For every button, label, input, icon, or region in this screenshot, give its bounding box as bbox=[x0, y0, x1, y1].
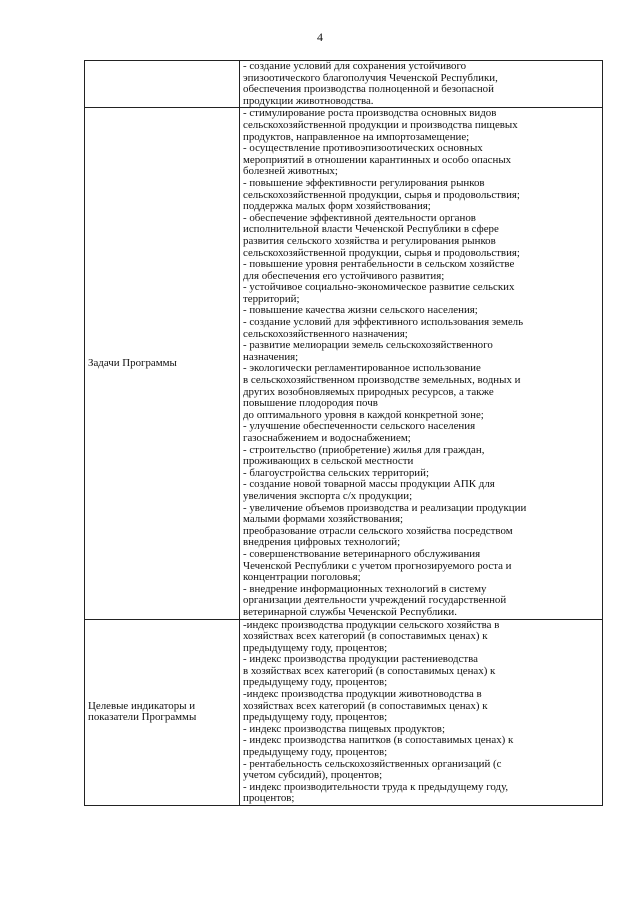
content-line: назначения; bbox=[243, 351, 299, 363]
content-line: сельскохозяйственного назначения; bbox=[243, 328, 408, 340]
content-line: до оптимального уровня в каждой конкретной зоне; bbox=[243, 409, 484, 421]
content-line: процентов; bbox=[243, 793, 295, 805]
content-line: - благоустройства сельских территорий; bbox=[243, 467, 429, 479]
content-line: - рентабельность сельскохозяйственных организаций (с bbox=[243, 758, 502, 770]
content-line: - внедрение информационных технологий в систему bbox=[243, 583, 487, 595]
content-line: преобразование отрасли сельского хозяйства посредством bbox=[243, 525, 513, 537]
content-line: внедрения цифровых технологий; bbox=[243, 537, 401, 549]
page-number: 4 bbox=[317, 30, 323, 44]
content-line: Чеченской Республики с учетом прогнозируемого роста и bbox=[243, 560, 512, 572]
content-line: в сельскохозяйственном производстве земельных, водных и bbox=[243, 375, 521, 387]
content-line: сельскохозяйственной продукции и производства пищевых bbox=[243, 119, 518, 131]
table-row bbox=[85, 61, 603, 108]
content-line: проживающих в сельской местности bbox=[243, 456, 414, 468]
content-line: - создание новой товарной массы продукции АПК для bbox=[243, 479, 495, 491]
row-content bbox=[240, 108, 603, 619]
content-line: хозяйствах всех категорий (в сопоставимых ценах) к bbox=[243, 700, 488, 712]
content-line: - повышение качества жизни сельского населения; bbox=[243, 305, 478, 317]
content-line: сельскохозяйственной продукции, сырья и продовольствия; bbox=[243, 247, 520, 259]
content-line: мероприятий в отношении карантинных и особо опасных bbox=[243, 154, 512, 166]
row-label: Задачи Программы bbox=[85, 108, 240, 619]
content-line: организации деятельности учреждений государственной bbox=[243, 595, 507, 607]
table-row bbox=[85, 619, 603, 806]
content-line: ветеринарной службы Чеченской Республики. bbox=[243, 606, 457, 618]
content-line: развития сельского хозяйства и регулирования рынков bbox=[243, 235, 496, 247]
content-line: - экологически регламентированное использование bbox=[243, 363, 481, 375]
content-line: - развитие мелиорации земель сельскохозяйственного bbox=[243, 340, 493, 352]
content-line: - повышение эффективности регулирования рынков bbox=[243, 177, 485, 189]
content-line: других возобновляемых природных ресурсов, а также bbox=[243, 386, 494, 398]
content-line: - создание условий для эффективного использования земель bbox=[243, 317, 524, 329]
program-passport-table bbox=[84, 60, 603, 806]
content-line: повышение плодородия почв bbox=[243, 398, 378, 410]
content-line: сельскохозяйственной продукции, сырья и продовольствия; bbox=[243, 189, 520, 201]
content-line: малыми формами хозяйствования; bbox=[243, 514, 404, 526]
row-label bbox=[85, 61, 240, 108]
content-line: предыдущему году, процентов; bbox=[243, 747, 388, 759]
content-line: продуктов, направленное на импортозамещение; bbox=[243, 131, 470, 143]
content-line: поддержка малых форм хозяйствования; bbox=[243, 201, 431, 213]
content-line: - обеспечение эффективной деятельности органов bbox=[243, 212, 476, 224]
content-line: - строительство (приобретение) жилья для граждан, bbox=[243, 444, 485, 456]
row-content bbox=[240, 619, 603, 806]
content-line: - индекс производства пищевых продуктов; bbox=[243, 723, 445, 735]
content-line: для обеспечения его устойчивого развития; bbox=[243, 270, 445, 282]
content-line: - улучшение обеспеченности сельского населения bbox=[243, 421, 476, 433]
content-line: - стимулирование роста производства основных видов bbox=[243, 108, 497, 120]
content-line: эпизоотического благополучия Чеченской Республики, bbox=[243, 72, 498, 84]
content-line: - устойчивое социально-экономическое развитие сельских bbox=[243, 282, 515, 294]
content-line: предыдущему году, процентов; bbox=[243, 677, 388, 689]
table-body bbox=[85, 61, 603, 806]
content-line: - осуществление противоэпизоотических основных bbox=[243, 143, 483, 155]
content-line: -индекс производства продукции животноводства в bbox=[243, 689, 482, 701]
content-line: обеспечения производства полноценной и безопасной bbox=[243, 84, 494, 96]
content-line: - индекс производительности труда к предыдущему году, bbox=[243, 781, 509, 793]
content-line: учетом субсидий), процентов; bbox=[243, 770, 383, 782]
content-line: увеличения экспорта с/х продукции; bbox=[243, 490, 413, 502]
content-line: болезней животных; bbox=[243, 166, 338, 178]
content-line: - индекс производства продукции растениеводства bbox=[243, 654, 478, 666]
content-line: - индекс производства напитков (в сопоставимых ценах) к bbox=[243, 735, 514, 747]
content-line: - повышение уровня рентабельности в сельском хозяйстве bbox=[243, 259, 515, 271]
content-line: исполнительной власти Чеченской Республики в сфере bbox=[243, 224, 499, 236]
content-line: территорий; bbox=[243, 293, 300, 305]
content-line: газоснабжением и водоснабжением; bbox=[243, 433, 411, 444]
row-label: Целевые индикаторы и показатели Программы bbox=[85, 619, 240, 806]
content-line: - увеличение объемов производства и реализации продукции bbox=[243, 502, 527, 514]
content-line: хозяйствах всех категорий (в сопоставимых ценах) к bbox=[243, 631, 488, 643]
content-line: - создание условий для сохранения устойчивого bbox=[243, 61, 467, 72]
row-content bbox=[240, 61, 603, 108]
content-line: -индекс производства продукции сельского хозяйства в bbox=[243, 619, 500, 631]
content-line: концентрации поголовья; bbox=[243, 572, 361, 584]
content-line: продукции животноводства. bbox=[243, 95, 374, 107]
content-line: в хозяйствах всех категорий (в сопоставимых ценах) к bbox=[243, 665, 496, 677]
content-line: предыдущему году, процентов; bbox=[243, 712, 388, 724]
table-row bbox=[85, 108, 603, 619]
content-line: предыдущему году, процентов; bbox=[243, 642, 388, 654]
content-line: - совершенствование ветеринарного обслуживания bbox=[243, 548, 481, 560]
